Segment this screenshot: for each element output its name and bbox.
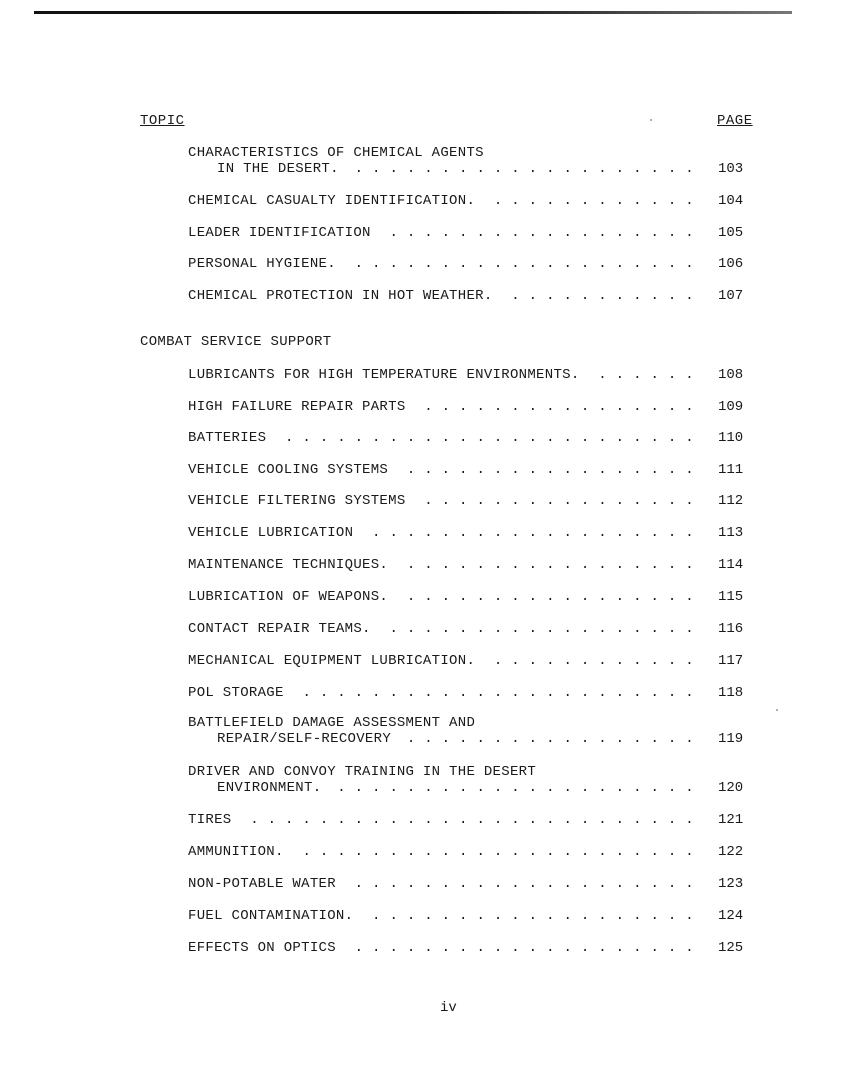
toc-entry-label: CHEMICAL CASUALTY IDENTIFICATION. [188,193,476,209]
toc-entry-line [188,812,748,828]
toc-entry-label: LUBRICATION OF WEAPONS. [188,589,389,605]
dot-leader: . . . . . . . . . . . . . . . . . . . . . [337,780,694,796]
dot-leader: . . . . . . . . . . . . . . . . . . . . [354,256,694,272]
toc-entry-label: LUBRICANTS FOR HIGH TEMPERATURE ENVIRONMENTS. [188,367,580,383]
toc-page-number: 103 [718,161,744,177]
dot-leader: . . . . . . . . . . . . . . . . . [406,731,694,747]
toc-entry-line [188,764,748,780]
toc-page-number: 122 [718,844,744,860]
toc-entry-label: IN THE DESERT. [217,161,339,177]
scan-speck [650,119,652,121]
dot-leader: . . . . . . . . . . . . . . . . . . . . . . . . [285,430,694,446]
toc-entry-label: VEHICLE LUBRICATION [188,525,354,541]
toc-entry-label: REPAIR/SELF-RECOVERY [217,731,392,747]
toc-entry-line [188,685,748,701]
dot-leader: . . . . . . . . . . . . . . . . . [406,462,694,478]
toc-entry-label: HIGH FAILURE REPAIR PARTS [188,399,406,415]
toc-page-number: 116 [718,621,744,637]
toc-page-number: 114 [718,557,744,573]
toc-entry-label: BATTERIES [188,430,267,446]
toc-entry [188,844,748,860]
toc-page-number: 120 [718,780,744,796]
toc-page-number: 108 [718,367,744,383]
toc-page-number: 113 [718,525,744,541]
toc-entry [188,715,748,747]
toc-entry-line [188,940,748,956]
dot-leader: . . . . . . . . . . . . [493,653,694,669]
toc-entry-continuation [188,780,748,796]
toc-entry [188,193,748,209]
toc-entry [188,685,748,701]
toc-entry-label: CHEMICAL PROTECTION IN HOT WEATHER. [188,288,493,304]
toc-entry-label: LEADER IDENTIFICATION [188,225,371,241]
dot-leader: . . . . . . . . . . . . [493,193,694,209]
toc-entry-continuation [188,731,748,747]
toc-entry [188,908,748,924]
toc-entry-label: MAINTENANCE TECHNIQUES. [188,557,389,573]
toc-entry-label: BATTLEFIELD DAMAGE ASSESSMENT AND [188,715,476,731]
toc-entry [188,462,748,478]
toc-entry-label: VEHICLE COOLING SYSTEMS [188,462,389,478]
toc-entry-label: AMMUNITION. [188,844,284,860]
toc-entry-line [188,653,748,669]
toc-entry [188,256,748,272]
dot-leader: . . . . . . . . . . . . . . . . . . . . . . . [302,685,694,701]
toc-page-number: 115 [718,589,744,605]
toc-entry-line [188,399,748,415]
dot-leader: . . . . . . . . . . . . . . . . [424,493,694,509]
toc-entry-label: PERSONAL HYGIENE. [188,256,336,272]
toc-page-number: 111 [718,462,744,478]
toc-entry-line [188,225,748,241]
toc-page-number: 118 [718,685,744,701]
page-column-header: PAGE [717,113,753,129]
dot-leader: . . . . . . . . . . . . . . . . . . . . . . . . . . [250,812,694,828]
toc-entry-label: CONTACT REPAIR TEAMS. [188,621,371,637]
toc-entry-label: TIRES [188,812,232,828]
top-scan-rule [34,11,792,14]
toc-entry [188,288,748,304]
toc-entry-label: NON-POTABLE WATER [188,876,336,892]
toc-entry-label: VEHICLE FILTERING SYSTEMS [188,493,406,509]
toc-entry-line [188,493,748,509]
dot-leader: . . . . . . . . . . . . . . . . [424,399,694,415]
toc-entry-line [188,557,748,573]
toc-page-number: 119 [718,731,744,747]
dot-leader: . . . . . . . . . . . . . . . . . [406,589,694,605]
toc-entry-line [188,715,748,731]
toc-entry [188,653,748,669]
toc-page-number: 123 [718,876,744,892]
scan-speck [776,709,778,711]
dot-leader: . . . . . . . . . . . . . . . . . [406,557,694,573]
toc-page-number: 121 [718,812,744,828]
toc-entry-line [188,367,748,383]
toc-page-number: 112 [718,493,744,509]
toc-page-number: 110 [718,430,744,446]
toc-entry-continuation [188,161,748,177]
toc-entry [188,764,748,796]
toc-page-number: 105 [718,225,744,241]
toc-page-number: 117 [718,653,744,669]
toc-entry-line [188,525,748,541]
toc-page-number: 104 [718,193,744,209]
toc-entry-line [188,908,748,924]
dot-leader: . . . . . . . . . . . . . . . . . . . . [354,940,694,956]
toc-entry [188,525,748,541]
toc-page-number: 107 [718,288,744,304]
dot-leader: . . . . . . . . . . . [511,288,694,304]
toc-page-number: 106 [718,256,744,272]
toc-entry-line [188,876,748,892]
page-folio: iv [440,1000,457,1016]
dot-leader: . . . . . . [598,367,694,383]
toc-entry-label: ENVIRONMENT. [217,780,322,796]
dot-leader: . . . . . . . . . . . . . . . . . . . . [354,161,694,177]
toc-entry [188,940,748,956]
dot-leader: . . . . . . . . . . . . . . . . . . [389,225,694,241]
toc-entry [188,367,748,383]
topic-column-header: TOPIC [140,113,185,129]
toc-entry-label: POL STORAGE [188,685,284,701]
toc-entry-line [188,256,748,272]
toc-entry [188,145,748,177]
toc-entry-label: EFFECTS ON OPTICS [188,940,336,956]
toc-entry-line [188,288,748,304]
toc-page-number: 109 [718,399,744,415]
toc-entry [188,621,748,637]
dot-leader: . . . . . . . . . . . . . . . . . . . [372,908,694,924]
toc-entry-line [188,430,748,446]
dot-leader: . . . . . . . . . . . . . . . . . . . . . . . [302,844,694,860]
toc-entry [188,557,748,573]
toc-entry-line [188,844,748,860]
toc-page-number: 125 [718,940,744,956]
toc-entry-label: MECHANICAL EQUIPMENT LUBRICATION. [188,653,476,669]
dot-leader: . . . . . . . . . . . . . . . . . . [389,621,694,637]
toc-entry-line [188,145,748,161]
toc-entry-line [188,462,748,478]
section-title: COMBAT SERVICE SUPPORT [140,334,332,350]
toc-entry-line [188,193,748,209]
toc-entry [188,493,748,509]
toc-page-number: 124 [718,908,744,924]
toc-entry [188,589,748,605]
dot-leader: . . . . . . . . . . . . . . . . . . . . [354,876,694,892]
toc-entry [188,399,748,415]
toc-entry-line [188,621,748,637]
toc-entry [188,812,748,828]
toc-entry-label: CHARACTERISTICS OF CHEMICAL AGENTS [188,145,484,161]
toc-entry-label: DRIVER AND CONVOY TRAINING IN THE DESERT [188,764,537,780]
toc-entry [188,430,748,446]
dot-leader: . . . . . . . . . . . . . . . . . . . [372,525,694,541]
toc-entry-label: FUEL CONTAMINATION. [188,908,354,924]
toc-entry-line [188,589,748,605]
toc-entry [188,876,748,892]
toc-entry [188,225,748,241]
